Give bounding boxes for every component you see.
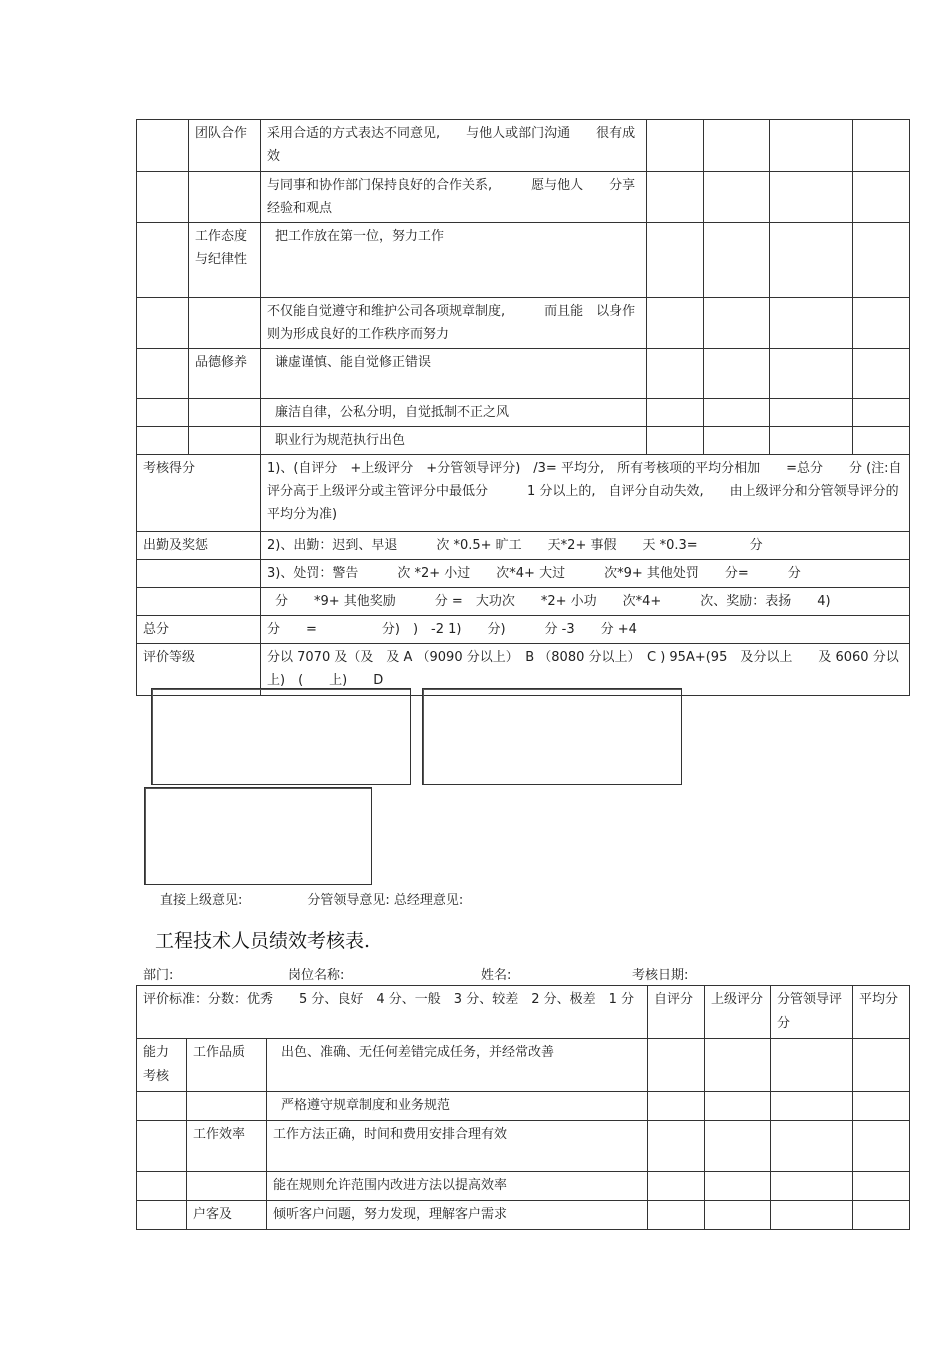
average-score-header: 平均分 <box>853 986 910 1039</box>
subcategory-cell <box>189 399 261 427</box>
table-row <box>137 1039 910 1092</box>
superior-score-cell[interactable] <box>704 298 770 349</box>
manager-score-cell[interactable] <box>771 1172 853 1201</box>
subcategory-cell: 工作效率 <box>187 1121 267 1172</box>
manager-opinion-box[interactable] <box>422 688 682 785</box>
reward-formula: 分 *9+ 其他奖励 分 = 大功次 *2+ 小功 次*4+ 次、奖励：表扬 4) <box>261 588 910 616</box>
subcategory-cell: 团队合作 <box>189 120 261 172</box>
category-cell <box>137 172 189 223</box>
superior-score-cell[interactable] <box>704 120 770 172</box>
category-cell <box>137 1172 187 1201</box>
subcategory-cell: 户客及 <box>187 1201 267 1230</box>
subcategory-cell: 工作品质 <box>187 1039 267 1092</box>
score-label: 考核得分 <box>137 455 261 532</box>
table-row <box>137 298 910 349</box>
table-row <box>137 223 910 298</box>
average-score-cell[interactable] <box>853 1039 910 1092</box>
punishment-row <box>137 560 910 588</box>
category-cell <box>137 399 189 427</box>
table-row <box>137 1172 910 1201</box>
self-score-cell[interactable] <box>647 172 704 223</box>
category-cell <box>137 1092 187 1121</box>
average-score-cell[interactable] <box>853 298 910 349</box>
criteria-cell: 职业行为规范执行出色 <box>261 427 647 455</box>
manager-score-cell[interactable] <box>770 399 853 427</box>
grade-label: 评价等级 <box>137 644 261 696</box>
self-score-cell[interactable] <box>647 298 704 349</box>
header-row <box>137 986 910 1039</box>
superior-score-cell[interactable] <box>705 1121 771 1172</box>
average-score-cell[interactable] <box>853 1201 910 1230</box>
category-cell <box>137 1201 187 1230</box>
evaluation-table-top <box>136 119 910 696</box>
category-cell <box>137 1121 187 1172</box>
table-row <box>137 399 910 427</box>
category-cell <box>137 349 189 399</box>
average-score-cell[interactable] <box>853 349 910 399</box>
criteria-cell: 廉洁自律，公私分明，自觉抵制不正之风 <box>261 399 647 427</box>
table-row <box>137 120 910 172</box>
category-cell <box>137 223 189 298</box>
superior-opinion-box[interactable] <box>151 688 411 785</box>
average-score-cell[interactable] <box>853 399 910 427</box>
subcategory-cell: 品德修养 <box>189 349 261 399</box>
punishment-formula: 3)、处罚：警告 次 *2+ 小过 次*4+ 大过 次*9+ 其他处罚 分= 分 <box>261 560 910 588</box>
average-score-cell[interactable] <box>853 172 910 223</box>
review-date-field-label: 考核日期: <box>632 968 689 983</box>
table-row <box>137 1092 910 1121</box>
attendance-label: 出勤及奖惩 <box>137 532 261 560</box>
superior-score-cell[interactable] <box>705 1201 771 1230</box>
name-field-label: 姓名: <box>481 968 512 983</box>
criteria-header: 评价标准：分数：优秀 5 分、良好 4 分、一般 3 分、较差 2 分、极差 1 分 <box>137 986 648 1039</box>
average-score-cell[interactable] <box>853 223 910 298</box>
manager-score-cell[interactable] <box>771 1201 853 1230</box>
self-score-cell[interactable] <box>647 399 704 427</box>
total-formula: 分 = 分) ) -2 1) 分) 分 -3 分 +4 <box>261 616 910 644</box>
category-cell <box>137 427 189 455</box>
average-score-cell[interactable] <box>853 120 910 172</box>
superior-score-cell[interactable] <box>704 172 770 223</box>
average-score-cell[interactable] <box>853 1121 910 1172</box>
total-label: 总分 <box>137 616 261 644</box>
manager-score-cell[interactable] <box>770 298 853 349</box>
criteria-cell: 倾听客户问题，努力发现，理解客户需求 <box>267 1201 648 1230</box>
self-score-header: 自评分 <box>648 986 705 1039</box>
manager-score-cell[interactable] <box>770 172 853 223</box>
average-score-cell[interactable] <box>853 1092 910 1121</box>
category-cell <box>137 298 189 349</box>
table-row <box>137 427 910 455</box>
manager-score-cell[interactable] <box>771 1039 853 1092</box>
manager-score-cell[interactable] <box>770 427 853 455</box>
department-field-label: 部门: <box>143 968 174 983</box>
subcategory-cell <box>189 298 261 349</box>
superior-score-cell[interactable] <box>704 399 770 427</box>
criteria-cell: 严格遵守规章制度和业务规范 <box>267 1092 648 1121</box>
gm-opinion-box[interactable] <box>144 787 372 885</box>
superior-score-cell[interactable] <box>704 223 770 298</box>
criteria-cell: 谦虚谨慎、能自觉修正错误 <box>261 349 647 399</box>
score-formula: 1)、(自评分 +上级评分 +分管领导评分) /3= 平均分, 所有考核项的平均分相加 =总分 分 (注:自评分高于上级评分或主管评分中最低分 1 分以上的, 自评分自动失效, 由上级评分和分管领导评分的平均分为准) <box>261 455 910 532</box>
superior-score-header: 上级评分 <box>705 986 771 1039</box>
table-row <box>137 172 910 223</box>
table-row <box>137 349 910 399</box>
criteria-cell: 把工作放在第一位，努力工作 <box>261 223 647 298</box>
category-cell: 能力考核 <box>137 1039 187 1092</box>
self-score-cell[interactable] <box>648 1172 705 1201</box>
self-score-cell[interactable] <box>647 427 704 455</box>
form-title: 工程技术人员绩效考核表. <box>155 930 371 952</box>
subcategory-cell <box>187 1172 267 1201</box>
self-score-cell[interactable] <box>647 223 704 298</box>
subcategory-cell <box>189 427 261 455</box>
table-row <box>137 1201 910 1230</box>
criteria-cell: 能在规则允许范围内改进方法以提高效率 <box>267 1172 648 1201</box>
subcategory-cell <box>189 172 261 223</box>
superior-score-cell[interactable] <box>704 349 770 399</box>
superior-score-cell[interactable] <box>704 427 770 455</box>
total-row <box>137 616 910 644</box>
self-score-cell[interactable] <box>648 1039 705 1092</box>
category-cell <box>137 120 189 172</box>
attendance-formula: 2)、出勤：迟到、早退 次 *0.5+ 旷工 天*2+ 事假 天 *0.3= 分 <box>261 532 910 560</box>
average-score-cell[interactable] <box>853 1172 910 1201</box>
superior-score-cell[interactable] <box>705 1039 771 1092</box>
criteria-cell: 出色、准确、无任何差错完成任务，并经常改善 <box>267 1039 648 1092</box>
subcategory-cell <box>187 1092 267 1121</box>
criteria-cell: 工作方法正确，时间和费用安排合理有效 <box>267 1121 648 1172</box>
subcategory-cell: 工作态度与纪律性 <box>189 223 261 298</box>
self-score-cell[interactable] <box>648 1201 705 1230</box>
criteria-cell: 不仅能自觉遵守和维护公司各项规章制度, 而且能 以身作则为形成良好的工作秩序而努力 <box>261 298 647 349</box>
attendance-row <box>137 532 910 560</box>
score-row <box>137 455 910 532</box>
reward-row <box>137 588 910 616</box>
manager-score-header: 分管领导评分 <box>771 986 853 1039</box>
grade-criteria: 分以 7070 及（及 及 A （9090 分以上） B （8080 分以上） C ) 95A+(95 及分以上 及 6060 分以上) ( 上) D <box>261 644 910 696</box>
manager-score-cell[interactable] <box>771 1121 853 1172</box>
table-row <box>137 1121 910 1172</box>
superior-score-cell[interactable] <box>705 1092 771 1121</box>
position-field-label: 岗位名称: <box>288 968 345 983</box>
evaluation-table-bottom <box>136 985 910 1230</box>
self-score-cell[interactable] <box>647 120 704 172</box>
average-score-cell[interactable] <box>853 427 910 455</box>
manager-score-cell[interactable] <box>770 349 853 399</box>
self-score-cell[interactable] <box>648 1092 705 1121</box>
manager-score-cell[interactable] <box>770 223 853 298</box>
manager-score-cell[interactable] <box>770 120 853 172</box>
signature-caption: 直接上级意见: 分管领导意见: 总经理意见: <box>160 893 464 908</box>
self-score-cell[interactable] <box>648 1121 705 1172</box>
manager-score-cell[interactable] <box>771 1092 853 1121</box>
criteria-cell: 采用合适的方式表达不同意见, 与他人或部门沟通 很有成效 <box>261 120 647 172</box>
superior-score-cell[interactable] <box>705 1172 771 1201</box>
criteria-cell: 与同事和协作部门保持良好的合作关系, 愿与他人 分享经验和观点 <box>261 172 647 223</box>
self-score-cell[interactable] <box>647 349 704 399</box>
